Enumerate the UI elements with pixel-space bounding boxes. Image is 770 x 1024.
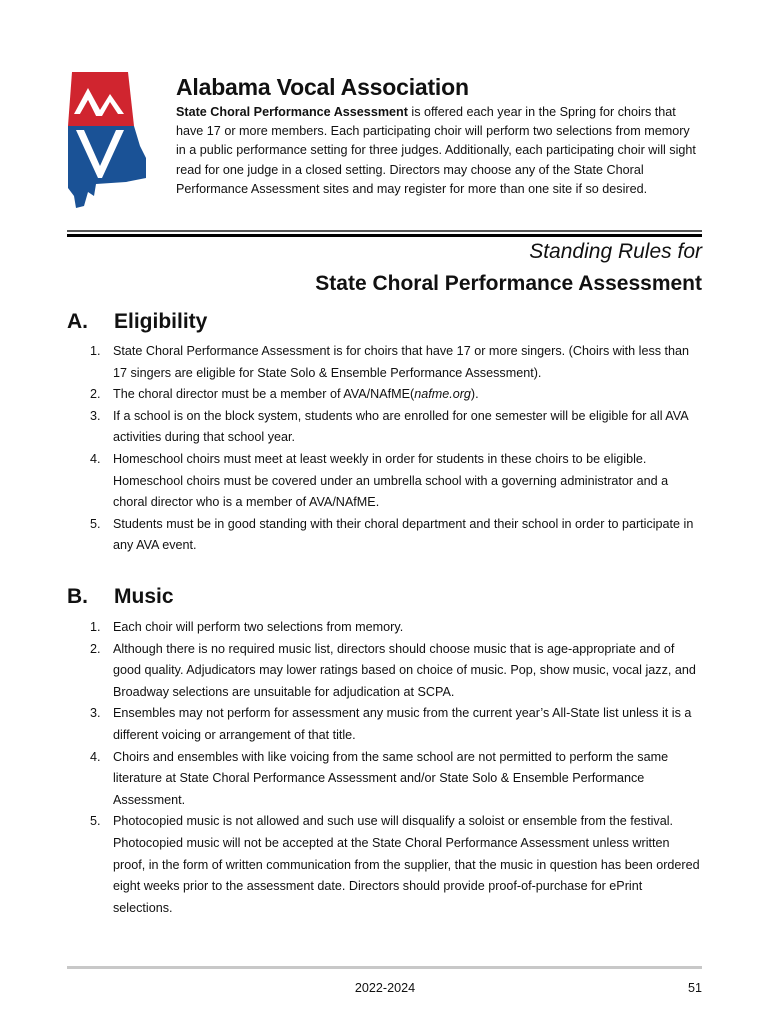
item-number: 4. (90, 749, 101, 764)
ava-logo (66, 70, 152, 212)
section-letter: A. (67, 310, 88, 333)
list-item (90, 703, 700, 746)
list-item (90, 341, 700, 384)
section-title: Music (114, 585, 174, 608)
list-item (90, 449, 700, 514)
list-item (90, 384, 700, 406)
section-heading-eligibility (67, 308, 207, 336)
item-text: Choirs and ensembles with like voicing from the same school are not permitted to perform the same literature at State Choral Performance Assessment and/or State Solo & Ensemble Performance Assessment. (113, 749, 669, 807)
list-item (90, 406, 700, 449)
item-number: 2. (90, 641, 101, 656)
list-item (90, 514, 700, 557)
item-text: Homeschool choirs must meet at least weekly in order for students in these choirs to be eligible. Homeschool choirs must be covered under an umbrella school with a governing administrator and a choral director who is a member of AVA/NAfME. (113, 451, 669, 510)
org-title: Alabama Vocal Association (176, 74, 469, 100)
header-divider (67, 230, 702, 237)
list-item (90, 747, 700, 812)
footer-years: 2022-2024 (354, 981, 416, 995)
section-letter: B. (67, 585, 88, 608)
item-text: Each choir will perform two selections from memory. (113, 620, 404, 634)
item-number: 5. (90, 516, 101, 531)
item-text: Ensembles may not perform for assessment any music from the current year’s All-State list unless it is a different voicing or arrangement of that title. (113, 706, 692, 742)
intro-bold: State Choral Performance Assessment (176, 105, 408, 119)
rules-title: State Choral Performance Assessment (315, 272, 702, 295)
section-heading-music (67, 583, 174, 611)
item-text: Although there is no required music list, directors should choose music that is age-appropriate and of good quality. Adjudicators may lower ratings based on choice of music. Pop, show music, vocal jazz, and Broadway selections are unsuitable for adjudication at SCPA. (113, 641, 696, 699)
section-title: Eligibility (114, 310, 208, 333)
rules-subtitle: Standing Rules for (529, 240, 702, 263)
music-list (90, 617, 700, 919)
item-number: 3. (90, 706, 101, 721)
item-text: State Choral Performance Assessment is for choirs that have 17 or more singers. (Choirs with less than 17 singers are eligible for State Solo & Ensemble Performance Assessment). (113, 344, 690, 380)
item-number: 1. (90, 620, 101, 634)
item-text: Students must be in good standing with their choral department and their school in order to participate in any AVA event. (113, 516, 694, 553)
list-item (90, 617, 700, 639)
list-item (90, 811, 700, 919)
item-number: 5. (90, 814, 101, 829)
alabama-state-logo-icon (66, 70, 152, 212)
intro-text: is offered each year in the Spring for choirs that have 17 or more members. Each participating choir will perform two selections from memory in a public performance setting for three judges. Additionally, each participating choir will sight read for one judge in a closed setting. Directors may choose any of the State Choral Performance Assessment sites and may register for more than one site if so desired. (176, 105, 696, 196)
nafme-link-text: nafme.org (414, 387, 471, 402)
item-number: 1. (90, 344, 101, 358)
footer-divider (67, 966, 702, 969)
eligibility-list (90, 341, 700, 557)
item-text: The choral director must be a member of AVA/NAfME( (113, 387, 415, 402)
item-number: 3. (90, 408, 101, 423)
header-block (176, 72, 696, 199)
item-text: ). (470, 387, 479, 402)
item-number: 4. (90, 451, 101, 466)
item-number: 2. (90, 387, 101, 402)
item-text: If a school is on the block system, students who are enrolled for one semester will be eligible for all AVA activities during that school year. (113, 408, 688, 445)
list-item (90, 639, 700, 704)
item-text: Photocopied music is not allowed and such use will disqualify a soloist or ensemble from the festival. Photocopied music will not be accepted at the State Choral Performance Assessment unless written proof, in the form of written communication from the supplier, that the music in question has been ordered eight weeks prior to the assessment date. Directors should provide proof-of-purchase for ePrint selections. (113, 814, 700, 915)
intro-paragraph (176, 103, 696, 199)
page-number: 51 (687, 981, 702, 995)
